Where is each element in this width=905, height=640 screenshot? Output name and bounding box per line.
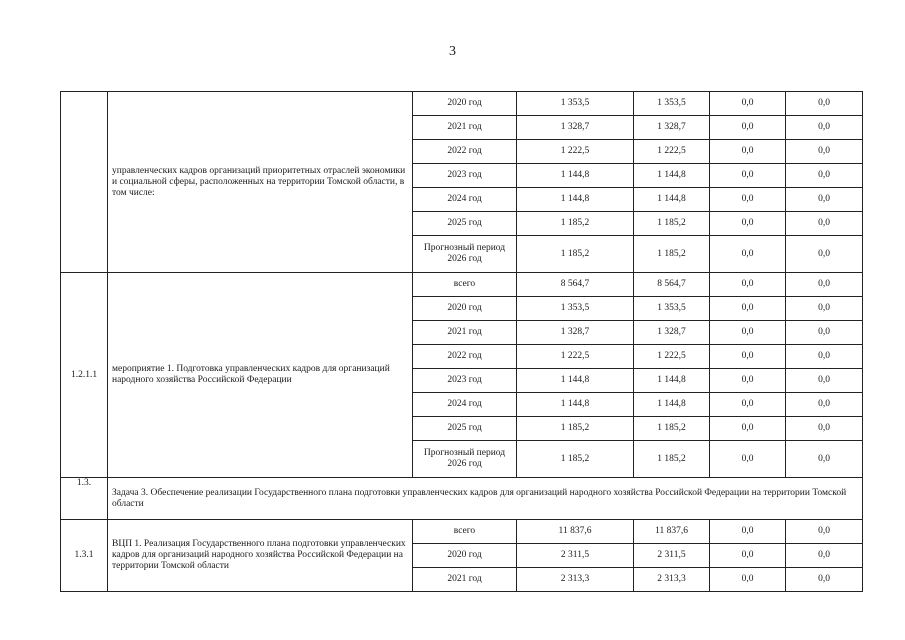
regional-budget-value: 2 313,3 <box>634 568 710 592</box>
local-budget-value: 0,0 <box>710 520 786 544</box>
local-budget-value: 0,0 <box>710 140 786 164</box>
period-cell: всего <box>413 520 517 544</box>
item-code <box>61 92 108 273</box>
local-budget-value: 0,0 <box>710 212 786 236</box>
extrabudgetary-value: 0,0 <box>786 297 863 321</box>
extrabudgetary-value: 0,0 <box>786 273 863 297</box>
extrabudgetary-value: 0,0 <box>786 164 863 188</box>
total-value: 11 837,6 <box>517 520 634 544</box>
local-budget-value: 0,0 <box>710 393 786 417</box>
period-cell: 2021 год <box>413 568 517 592</box>
period-cell: 2021 год <box>413 321 517 345</box>
extrabudgetary-value: 0,0 <box>786 520 863 544</box>
local-budget-value: 0,0 <box>710 188 786 212</box>
period-cell: 2023 год <box>413 369 517 393</box>
total-value: 1 222,5 <box>517 140 634 164</box>
regional-budget-value: 1 222,5 <box>634 345 710 369</box>
local-budget-value: 0,0 <box>710 116 786 140</box>
total-value: 2 311,5 <box>517 544 634 568</box>
page-number: 3 <box>449 44 456 59</box>
extrabudgetary-value: 0,0 <box>786 417 863 441</box>
table-row <box>61 520 863 544</box>
regional-budget-value: 1 185,2 <box>634 441 710 478</box>
regional-budget-value: 1 185,2 <box>634 212 710 236</box>
period-cell: 2024 год <box>413 188 517 212</box>
table-row <box>61 273 863 297</box>
regional-budget-value: 1 353,5 <box>634 297 710 321</box>
local-budget-value: 0,0 <box>710 164 786 188</box>
extrabudgetary-value: 0,0 <box>786 140 863 164</box>
extrabudgetary-value: 0,0 <box>786 321 863 345</box>
local-budget-value: 0,0 <box>710 345 786 369</box>
total-value: 1 185,2 <box>517 236 634 273</box>
local-budget-value: 0,0 <box>710 321 786 345</box>
task-row <box>61 478 863 520</box>
total-value: 1 144,8 <box>517 188 634 212</box>
period-cell: 2025 год <box>413 417 517 441</box>
regional-budget-value: 1 185,2 <box>634 417 710 441</box>
total-value: 1 353,5 <box>517 297 634 321</box>
regional-budget-value: 1 144,8 <box>634 393 710 417</box>
local-budget-value: 0,0 <box>710 92 786 116</box>
regional-budget-value: 1 185,2 <box>634 236 710 273</box>
regional-budget-value: 1 353,5 <box>634 92 710 116</box>
regional-budget-value: 1 144,8 <box>634 369 710 393</box>
total-value: 1 144,8 <box>517 164 634 188</box>
item-description: управленческих кадров организаций приоритетных отраслей экономики и социальной сферы, расположенных на территории Томской области, в том числе: <box>108 92 413 273</box>
regional-budget-value: 1 144,8 <box>634 188 710 212</box>
local-budget-value: 0,0 <box>710 369 786 393</box>
local-budget-value: 0,0 <box>710 441 786 478</box>
task-code: 1.3. <box>61 478 108 520</box>
regional-budget-value: 1 222,5 <box>634 140 710 164</box>
total-value: 2 313,3 <box>517 568 634 592</box>
total-value: 1 328,7 <box>517 321 634 345</box>
total-value: 1 144,8 <box>517 369 634 393</box>
period-cell: 2022 год <box>413 140 517 164</box>
period-cell: всего <box>413 273 517 297</box>
regional-budget-value: 2 311,5 <box>634 544 710 568</box>
item-description: мероприятие 1. Подготовка управленческих кадров для организаций народного хозяйства Российской Федерации <box>108 273 413 478</box>
total-value: 1 185,2 <box>517 212 634 236</box>
total-value: 1 185,2 <box>517 441 634 478</box>
total-value: 1 353,5 <box>517 92 634 116</box>
local-budget-value: 0,0 <box>710 236 786 273</box>
period-cell: Прогнозный период 2026 год <box>413 236 517 273</box>
extrabudgetary-value: 0,0 <box>786 393 863 417</box>
extrabudgetary-value: 0,0 <box>786 116 863 140</box>
local-budget-value: 0,0 <box>710 568 786 592</box>
item-code: 1.3.1 <box>61 520 108 592</box>
period-cell: 2025 год <box>413 212 517 236</box>
budget-table <box>60 91 863 592</box>
total-value: 1 328,7 <box>517 116 634 140</box>
regional-budget-value: 1 328,7 <box>634 321 710 345</box>
extrabudgetary-value: 0,0 <box>786 544 863 568</box>
table-row <box>61 92 863 116</box>
regional-budget-value: 11 837,6 <box>634 520 710 544</box>
task-description: Задача 3. Обеспечение реализации Государственного плана подготовки управленческих кадров для организаций народного хозяйства Российской Федерации на территории Томской области <box>108 478 863 520</box>
period-cell: 2020 год <box>413 92 517 116</box>
extrabudgetary-value: 0,0 <box>786 188 863 212</box>
period-cell: 2024 год <box>413 393 517 417</box>
regional-budget-value: 1 328,7 <box>634 116 710 140</box>
extrabudgetary-value: 0,0 <box>786 212 863 236</box>
total-value: 1 222,5 <box>517 345 634 369</box>
period-cell: 2022 год <box>413 345 517 369</box>
extrabudgetary-value: 0,0 <box>786 369 863 393</box>
local-budget-value: 0,0 <box>710 297 786 321</box>
total-value: 8 564,7 <box>517 273 634 297</box>
extrabudgetary-value: 0,0 <box>786 568 863 592</box>
period-cell: 2020 год <box>413 544 517 568</box>
total-value: 1 144,8 <box>517 393 634 417</box>
period-cell: Прогнозный период 2026 год <box>413 441 517 478</box>
period-cell: 2020 год <box>413 297 517 321</box>
regional-budget-value: 8 564,7 <box>634 273 710 297</box>
total-value: 1 185,2 <box>517 417 634 441</box>
extrabudgetary-value: 0,0 <box>786 441 863 478</box>
local-budget-value: 0,0 <box>710 544 786 568</box>
regional-budget-value: 1 144,8 <box>634 164 710 188</box>
extrabudgetary-value: 0,0 <box>786 92 863 116</box>
local-budget-value: 0,0 <box>710 417 786 441</box>
item-description: ВЦП 1. Реализация Государственного плана подготовки управленческих кадров для организаций народного хозяйства Российской Федерации на территории Томской области <box>108 520 413 592</box>
period-cell: 2021 год <box>413 116 517 140</box>
extrabudgetary-value: 0,0 <box>786 345 863 369</box>
item-code: 1.2.1.1 <box>61 273 108 478</box>
extrabudgetary-value: 0,0 <box>786 236 863 273</box>
local-budget-value: 0,0 <box>710 273 786 297</box>
period-cell: 2023 год <box>413 164 517 188</box>
